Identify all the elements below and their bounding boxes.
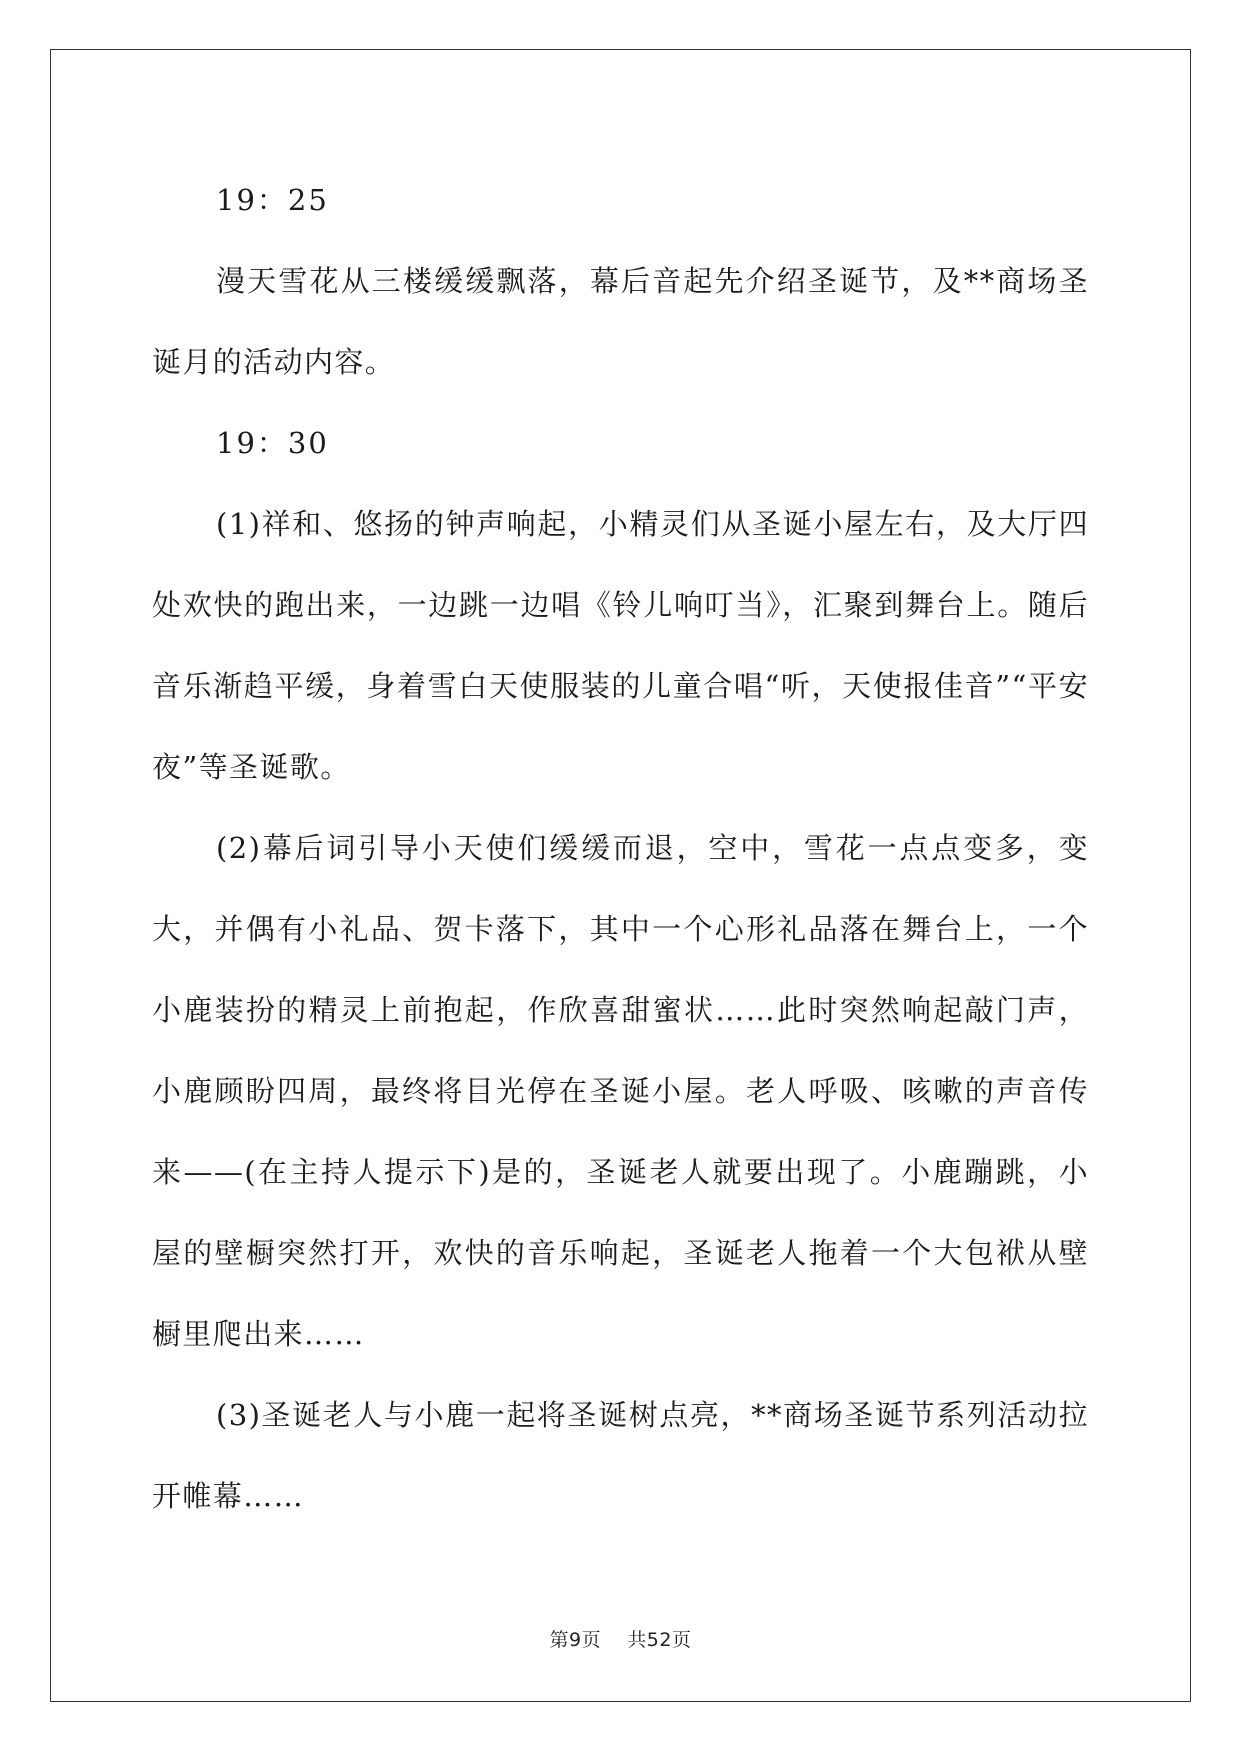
page-total: 共52页 [627, 1629, 692, 1651]
page-footer [0, 1625, 1241, 1652]
time-heading-1930: 19：30 [216, 426, 329, 460]
paragraph-step-1: (1)祥和、悠扬的钟声响起，小精灵们从圣诞小屋左右，及大厅四处欢快的跑出来，一边跳一边唱《铃儿响叮当》，汇聚到舞台上。随后音乐渐趋平缓，身着雪白天使服装的儿童合唱“听，天使报佳音”“平安夜”等圣诞歌。 [152, 507, 1089, 784]
document-body [152, 160, 1089, 1537]
paragraph-snowfall: 漫天雪花从三楼缓缓飘落，幕后音起先介绍圣诞节，及**商场圣诞月的活动内容。 [152, 264, 1089, 379]
time-heading-1925: 19：25 [216, 183, 329, 217]
paragraph-step-3: (3)圣诞老人与小鹿一起将圣诞树点亮，**商场圣诞节系列活动拉开帷幕…… [152, 1398, 1089, 1513]
page-number: 第9页 [549, 1629, 602, 1651]
paragraph-step-2: (2)幕后词引导小天使们缓缓而退，空中，雪花一点点变多，变大，并偶有小礼品、贺卡落下，其中一个心形礼品落在舞台上，一个小鹿装扮的精灵上前抱起，作欣喜甜蜜状……此时突然响起敲门声，小鹿顾盼四周，最终将目光停在圣诞小屋。老人呼吸、咳嗽的声音传来——(在主持人提示下)是的，圣诞老人就要出现了。小鹿蹦跳，小屋的壁橱突然打开，欢快的音乐响起，圣诞老人拖着一个大包袱从壁橱里爬出来…… [152, 831, 1089, 1351]
